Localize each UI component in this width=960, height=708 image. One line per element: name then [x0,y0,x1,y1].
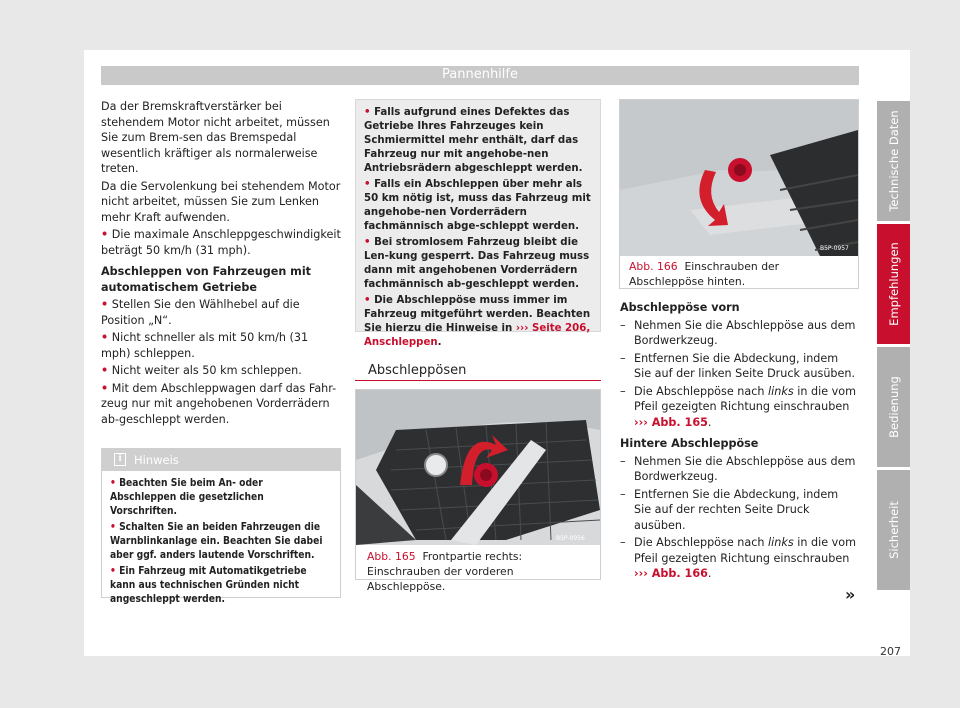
hint-box [101,448,341,605]
front-towing-eye-image [356,390,600,545]
tab-empfehlungen[interactable]: Empfehlungen [877,224,910,344]
bullet-icon: • [101,228,109,241]
figure-ref-link[interactable]: ››› Abb. 166 [634,567,708,580]
bullet-item: • Nicht weiter als 50 km schleppen. [101,364,302,377]
header-bar [101,66,859,85]
bullet-item: • Stellen Sie den Wählhebel auf die Position „N“. [101,298,300,327]
subheading: Abschleppöse vorn [620,301,740,314]
hint-title: Hinweis [134,453,179,467]
figure-code: B5P-0957 [820,245,849,252]
page-number: 207 [880,645,901,658]
bullet-icon: • [101,331,109,344]
step-item: – Nehmen Sie die Abschleppöse aus dem Bordwerkzeug. [620,454,856,483]
subheading: Hintere Abschleppöse [620,437,759,450]
hint-item: • Schalten Sie an beiden Fahrzeugen die Warnblinkanlage ein. Beachten Sie dabei aber ggf. anders lautende Vorschriften. [110,522,323,561]
warning-item: • Die Abschleppöse muss immer im Fahrzeug mitgeführt werden. Beachten Sie hierzu die Hinweise in ››› Seite 206, Anschleppen. [364,295,591,348]
rear-towing-eye-image [620,100,858,256]
paragraph: Da der Bremskraftverstärker bei stehendem Motor nicht arbeitet, müssen Sie zum Brem-sen das Bremspedal wesentlich kräftiger als normalerweise treten. [101,100,330,175]
figure-code: B5P-0956 [556,535,585,542]
step-item: – Nehmen Sie die Abschleppöse aus dem Bordwerkzeug. [620,318,856,347]
bullet-item: • Nicht schneller als mit 50 km/h (31 mph) schleppen. [101,331,309,360]
figure-caption: Abb. 165 Frontpartie rechts: Einschrauben der vorderen Abschleppöse. [367,550,523,593]
warning-item: • Falls aufgrund eines Defektes das Getriebe Ihres Fahrzeuges kein Schmiermittel mehr enthält, darf das Fahrzeug nur mit angehobe-nen Antriebsrädern abgeschleppt werden. [364,107,583,174]
column-1 [101,99,341,429]
step-item: – Die Abschleppöse nach links in die vom Pfeil gezeigten Richtung einschrauben ››› Abb. 165. [620,384,857,429]
warning-box [355,99,601,348]
figure-label: Abb. 165 [367,550,416,563]
tab-bedienung[interactable]: Bedienung [877,347,910,467]
hint-body [102,471,340,607]
hint-item: • Beachten Sie beim An- oder Abschleppen die gesetzlichen Vorschriften. [110,478,264,517]
figure-165 [355,389,601,593]
column-3 [620,300,858,584]
warning-item: • Bei stromlosem Fahrzeug bleibt die Len-kung gesperrt. Das Fahrzeug muss dann mit angehobenen Vorderrädern fachmännisch ab-geschleppt werden. [364,237,590,290]
subheading: Abschleppen von Fahrzeugen mit automatischem Getriebe [101,265,312,294]
link-arrows: ››› [515,323,529,334]
hint-header [102,449,340,471]
bullet-icon: • [101,381,109,395]
section-divider [355,380,601,381]
continue-icon: » [845,585,856,604]
step-item: – Entfernen Sie die Abdeckung, indem Sie auf der linken Seite Druck ausüben. [620,351,856,380]
info-icon: i [114,453,126,466]
bullet-item: • Mit dem Abschleppwagen darf das Fahr-zeug nur mit angehobenen Vorderrädern ab-geschleppt werden. [101,381,337,426]
tab-sicherheit[interactable]: Sicherheit [877,470,910,590]
section-title: Abschleppösen [368,363,467,378]
page-link[interactable]: Seite 206, Anschleppen [364,323,591,348]
hint-item: • Ein Fahrzeug mit Automatikgetriebe kann aus technischen Gründen nicht angeschleppt werden. [110,566,307,605]
bullet-icon: • [101,364,109,377]
paragraph: Da die Servolenkung bei stehendem Motor nicht arbeitet, müssen Sie zum Lenken mehr Kraft aufwenden. [101,179,341,224]
warning-item: • Falls ein Abschleppen über mehr als 50 km nötig ist, muss das Fahrzeug mit angehobe-nen Vorderrädern fachmännisch abge-schleppt werden. [364,179,591,232]
figure-caption: Abb. 166 Einschrauben der Abschleppöse hinten. [629,260,780,288]
figure-ref-link[interactable]: ››› Abb. 165 [634,415,708,429]
step-item: – Die Abschleppöse nach links in die vom Pfeil gezeigten Richtung einschrauben ››› Abb. 166. [620,536,857,580]
figure-166 [619,99,859,289]
bullet-icon: • [101,298,109,311]
tab-technische-daten[interactable]: Technische Daten [877,101,910,221]
figure-label: Abb. 166 [629,260,678,273]
step-item: – Entfernen Sie die Abdeckung, indem Sie auf der rechten Seite Druck ausüben. [620,487,839,532]
page-title: Pannenhilfe [442,67,518,82]
bullet-item: • Die maximale Anschleppgeschwindigkeit beträgt 50 km/h (31 mph). [101,228,341,257]
